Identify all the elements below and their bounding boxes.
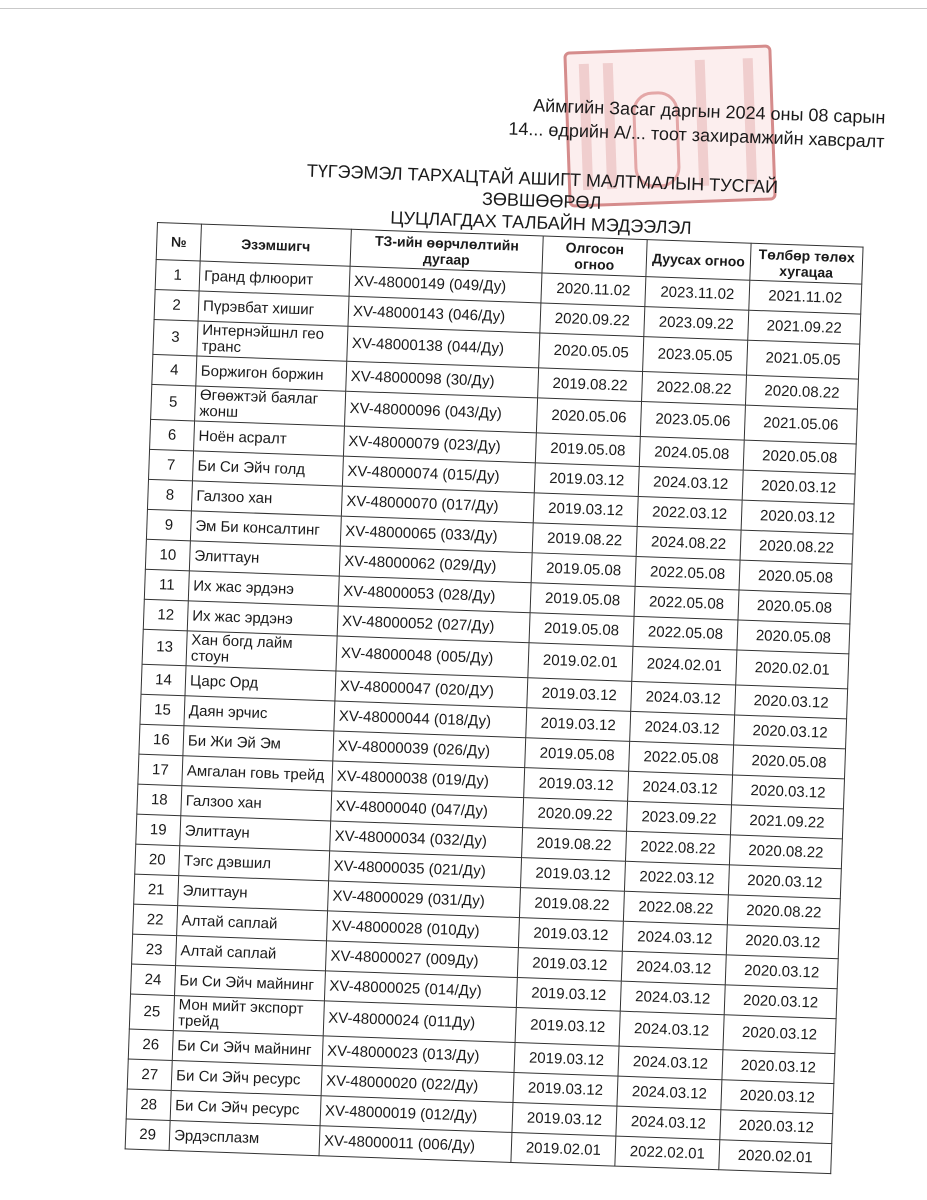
payment-due-date: 2020.05.08 [737, 620, 850, 654]
table-body [125, 259, 862, 1173]
payment-due-date: 2020.08.22 [729, 835, 842, 869]
payment-due-date: 2020.08.22 [740, 530, 853, 564]
row-number: 13 [142, 629, 187, 666]
holder-name: Элиттаун [180, 816, 331, 851]
issued-date: 2019.08.22 [522, 828, 627, 862]
holder-name: Гранд флюорит [199, 261, 350, 296]
holder-name: Пүрэвбат хишиг [198, 291, 349, 326]
row-number: 26 [128, 1029, 173, 1061]
license-number: XV-48000038 (019/Ду) [332, 761, 525, 798]
expiry-date: 2022.05.08 [633, 616, 738, 650]
issued-date: 2020.11.02 [541, 273, 646, 307]
license-number: XV-48000039 (026/Ду) [333, 731, 526, 768]
row-number: 11 [144, 569, 189, 601]
expiry-date: 2022.03.12 [624, 861, 729, 895]
license-number: XV-48000098 (30/Ду) [346, 361, 539, 398]
license-number: XV-48000029 (031/Ду) [328, 881, 521, 918]
holder-name: Би Си Эйч ресурс [170, 1091, 321, 1126]
title-line-2: ЦУЦЛАГДАХ ТАЛБАЙН МЭДЭЭЛЭЛ [389, 207, 692, 239]
payment-due-date: 2020.03.12 [735, 685, 848, 719]
expiry-date: 2024.03.12 [618, 1046, 723, 1080]
annex-line-2: 14... өдрийн А/... тоот захирамжийн хавсралт [508, 118, 885, 152]
row-number: 4 [152, 354, 197, 386]
expiry-date: 2024.03.12 [628, 771, 733, 805]
row-number: 21 [134, 874, 179, 906]
row-number: 18 [137, 784, 182, 816]
holder-name: Өгөөжтэй баялаг жонш [195, 386, 346, 426]
issued-date: 2019.03.12 [515, 1008, 620, 1047]
payment-due-date: 2020.03.12 [723, 1015, 836, 1054]
expiry-date: 2024.03.12 [617, 1076, 722, 1110]
holder-name: Би Си Эйч голд [192, 451, 343, 486]
row-number: 25 [129, 994, 174, 1031]
expiry-date: 2022.08.22 [642, 372, 747, 406]
holder-name: Боржигон боржин [196, 356, 347, 391]
payment-due-date: 2021.09.22 [730, 805, 843, 839]
holder-name: Даян эрчис [184, 696, 335, 731]
issued-date: 2019.05.08 [531, 553, 636, 587]
expiry-date: 2022.05.08 [629, 741, 734, 775]
license-number: XV-48000020 (022/Ду) [321, 1066, 514, 1103]
col-header-expiry-date: Дуусах огноо [646, 240, 751, 281]
row-number: 16 [139, 724, 184, 756]
col-header-holder: Эзэмшигч [200, 224, 351, 266]
payment-due-date: 2020.05.08 [738, 590, 851, 624]
expiry-date: 2024.03.12 [630, 711, 735, 745]
payment-due-date: 2021.05.05 [747, 340, 860, 379]
license-number: XV-48000023 (013/Ду) [322, 1036, 515, 1073]
expiry-date: 2024.03.12 [620, 981, 725, 1015]
expiry-date: 2024.03.12 [616, 1106, 721, 1140]
license-number: XV-48000079 (023/Ду) [343, 426, 536, 463]
license-number: XV-48000035 (021/Ду) [329, 851, 522, 888]
payment-due-date: 2020.05.08 [739, 560, 852, 594]
row-number: 6 [150, 419, 195, 451]
issued-date: 2019.05.08 [529, 613, 634, 647]
license-number: XV-48000028 (010Ду) [327, 911, 520, 948]
row-number: 12 [143, 599, 188, 631]
holder-name: Царс Орд [185, 666, 336, 701]
payment-due-date: 2020.02.01 [719, 1140, 832, 1174]
row-number: 19 [136, 814, 181, 846]
license-number: XV-48000040 (047/Ду) [331, 791, 524, 828]
holder-name: Би Жи Эй Эм [183, 726, 334, 761]
expiry-date: 2023.09.22 [644, 307, 749, 341]
payment-due-date: 2020.05.08 [733, 745, 846, 779]
payment-due-date: 2020.03.12 [724, 985, 837, 1019]
license-number: XV-48000143 (046/Ду) [348, 296, 541, 333]
expiry-date: 2023.09.22 [627, 801, 732, 835]
row-number: 7 [149, 449, 194, 481]
payment-due-date: 2020.03.12 [742, 470, 855, 504]
holder-name: Би Си Эйч майнинг [172, 1031, 323, 1066]
issued-date: 2019.05.08 [525, 738, 630, 772]
issued-date: 2019.03.12 [513, 1072, 618, 1106]
payment-due-date: 2020.03.12 [726, 925, 839, 959]
license-number: XV-48000070 (017/Ду) [341, 486, 534, 523]
license-number: XV-48000138 (044/Ду) [347, 326, 540, 368]
payment-due-date: 2020.03.12 [725, 955, 838, 989]
holder-name: Хан богд лайм стоун [186, 631, 337, 671]
holder-name: Элиттаун [178, 876, 329, 911]
row-number: 14 [141, 664, 186, 696]
holder-name: Алтай саплай [177, 906, 328, 941]
row-number: 20 [135, 844, 180, 876]
holder-name: Тэгс дэвшил [179, 846, 330, 881]
col-header-number: № [156, 223, 201, 262]
license-number: XV-48000024 (011Ду) [323, 1001, 516, 1043]
issued-date: 2019.05.08 [530, 583, 635, 617]
license-number: XV-48000025 (014/Ду) [324, 971, 517, 1008]
license-number: XV-48000047 (020/ДУ) [335, 671, 528, 708]
expiry-date: 2024.03.12 [621, 951, 726, 985]
expiry-date: 2024.03.12 [638, 466, 743, 500]
payment-due-date: 2020.05.08 [743, 440, 856, 474]
holder-name: Интернэйшнл гео транс [197, 321, 348, 361]
payment-due-date: 2020.02.01 [736, 650, 849, 689]
payment-due-date: 2020.03.12 [732, 775, 845, 809]
row-number: 9 [146, 509, 191, 541]
issued-date: 2019.08.22 [532, 523, 637, 557]
issued-date: 2019.08.22 [519, 888, 624, 922]
expiry-date: 2024.08.22 [636, 526, 741, 560]
col-header-license-number: ТЗ-ийн өөрчлөлтийн дугаар [350, 229, 543, 273]
issued-date: 2019.03.12 [514, 1042, 619, 1076]
expiry-date: 2024.03.12 [619, 1011, 724, 1050]
row-number: 15 [140, 694, 185, 726]
expiry-date: 2024.03.12 [622, 921, 727, 955]
row-number: 5 [151, 384, 196, 421]
holder-name: Ноён асралт [194, 421, 345, 456]
annex-line-1: Аймгийн Засаг даргын 2024 оны 08 сарын [532, 95, 886, 128]
license-number: XV-48000074 (015/Ду) [342, 456, 535, 493]
license-number: XV-48000052 (027/Ду) [337, 606, 530, 643]
scan-edge-line [0, 8, 927, 9]
issued-date: 2019.02.01 [528, 643, 633, 682]
expiry-date: 2024.05.08 [639, 436, 744, 470]
expiry-date: 2022.05.08 [634, 586, 739, 620]
title-line-1: ТҮГЭЭМЭЛ ТАРХАЦТАЙ АШИГТ МАЛТМАЛЫН ТУСГАЙ ЗӨВШӨӨРӨЛ [306, 160, 779, 213]
license-number: XV-48000034 (032/Ду) [330, 821, 523, 858]
expiry-date: 2023.05.05 [643, 337, 748, 376]
holder-name: Би Си Эйч майнинг [175, 966, 326, 1001]
row-number: 2 [154, 289, 199, 321]
issued-date: 2019.03.12 [527, 678, 632, 712]
row-number: 24 [131, 964, 176, 996]
row-number: 1 [155, 259, 200, 291]
expiry-date: 2023.11.02 [645, 277, 750, 311]
expiry-date: 2022.05.08 [635, 556, 740, 590]
col-header-payment-due: Төлбөр төлөх хугацаа [750, 243, 863, 284]
holder-name: Галзоо хан [181, 786, 332, 821]
license-number: XV-48000065 (033/Ду) [340, 516, 533, 553]
license-number: XV-48000048 (005/Ду) [336, 636, 529, 678]
issued-date: 2019.03.12 [518, 918, 623, 952]
expiry-date: 2024.02.01 [632, 646, 737, 685]
expiry-date: 2023.05.06 [640, 402, 745, 441]
expiry-date: 2024.03.12 [631, 681, 736, 715]
payment-due-date: 2021.09.22 [748, 310, 861, 344]
payment-due-date: 2020.03.12 [741, 500, 854, 534]
row-number: 29 [125, 1119, 170, 1151]
license-number: XV-48000027 (009Ду) [325, 941, 518, 978]
issued-date: 2019.08.22 [538, 368, 643, 402]
issued-date: 2020.05.05 [539, 333, 644, 372]
holder-name: Алтай саплай [176, 936, 327, 971]
holder-name: Галзоо хан [191, 481, 342, 516]
holder-name: Мон мийт экспорт трейд [173, 996, 324, 1036]
row-number: 3 [153, 319, 198, 356]
issued-date: 2019.03.12 [512, 1102, 617, 1136]
issued-date: 2019.03.12 [534, 463, 639, 497]
issued-date: 2019.03.12 [520, 858, 625, 892]
row-number: 17 [138, 754, 183, 786]
payment-due-date: 2020.03.12 [721, 1080, 834, 1114]
holder-name: Элиттаун [189, 541, 340, 576]
holder-name: Их жас эрдэнэ [188, 571, 339, 606]
payment-due-date: 2021.05.06 [744, 405, 857, 444]
payment-due-date: 2020.03.12 [720, 1110, 833, 1144]
license-number: XV-48000011 (006/Ду) [319, 1126, 512, 1163]
payment-due-date: 2020.03.12 [722, 1050, 835, 1084]
license-number: XV-48000062 (029/Ду) [339, 546, 532, 583]
holder-name: Эрдэсплазм [169, 1121, 320, 1156]
license-number: XV-48000096 (043/Ду) [344, 391, 537, 433]
license-table-container [125, 222, 864, 1174]
issued-date: 2019.03.12 [533, 493, 638, 527]
annex-reference [494, 92, 885, 154]
issued-date: 2019.03.12 [516, 978, 621, 1012]
license-table [125, 222, 864, 1174]
expiry-date: 2022.08.22 [625, 831, 730, 865]
holder-name: Амгалан говь трейд [182, 756, 333, 791]
col-header-issued-date: Олгосон огноо [542, 236, 647, 277]
payment-due-date: 2020.03.12 [728, 865, 841, 899]
license-number: XV-48000019 (012/Ду) [320, 1096, 513, 1133]
row-number: 28 [126, 1089, 171, 1121]
payment-due-date: 2020.08.22 [727, 895, 840, 929]
expiry-date: 2022.08.22 [623, 891, 728, 925]
license-number: XV-48000149 (049/Ду) [349, 266, 542, 303]
holder-name: Би Си Эйч ресурс [171, 1061, 322, 1096]
row-number: 27 [127, 1059, 172, 1091]
issued-date: 2019.05.08 [535, 433, 640, 467]
issued-date: 2020.09.22 [523, 798, 628, 832]
license-number: XV-48000053 (028/Ду) [338, 576, 531, 613]
issued-date: 2019.03.12 [526, 708, 631, 742]
issued-date: 2020.05.06 [536, 398, 641, 437]
row-number: 23 [132, 934, 177, 966]
payment-due-date: 2020.03.12 [734, 715, 847, 749]
holder-name: Эм Би консалтинг [190, 511, 341, 546]
payment-due-date: 2021.11.02 [749, 280, 862, 314]
issued-date: 2019.03.12 [517, 948, 622, 982]
holder-name: Их жас эрдэнэ [187, 601, 338, 636]
issued-date: 2019.03.12 [524, 768, 629, 802]
license-number: XV-48000044 (018/Ду) [334, 701, 527, 738]
issued-date: 2020.09.22 [540, 303, 645, 337]
row-number: 8 [147, 479, 192, 511]
payment-due-date: 2020.08.22 [745, 375, 858, 409]
row-number: 10 [145, 539, 190, 571]
expiry-date: 2022.02.01 [615, 1136, 720, 1170]
issued-date: 2019.02.01 [511, 1132, 616, 1166]
row-number: 22 [133, 904, 178, 936]
expiry-date: 2022.03.12 [637, 496, 742, 530]
